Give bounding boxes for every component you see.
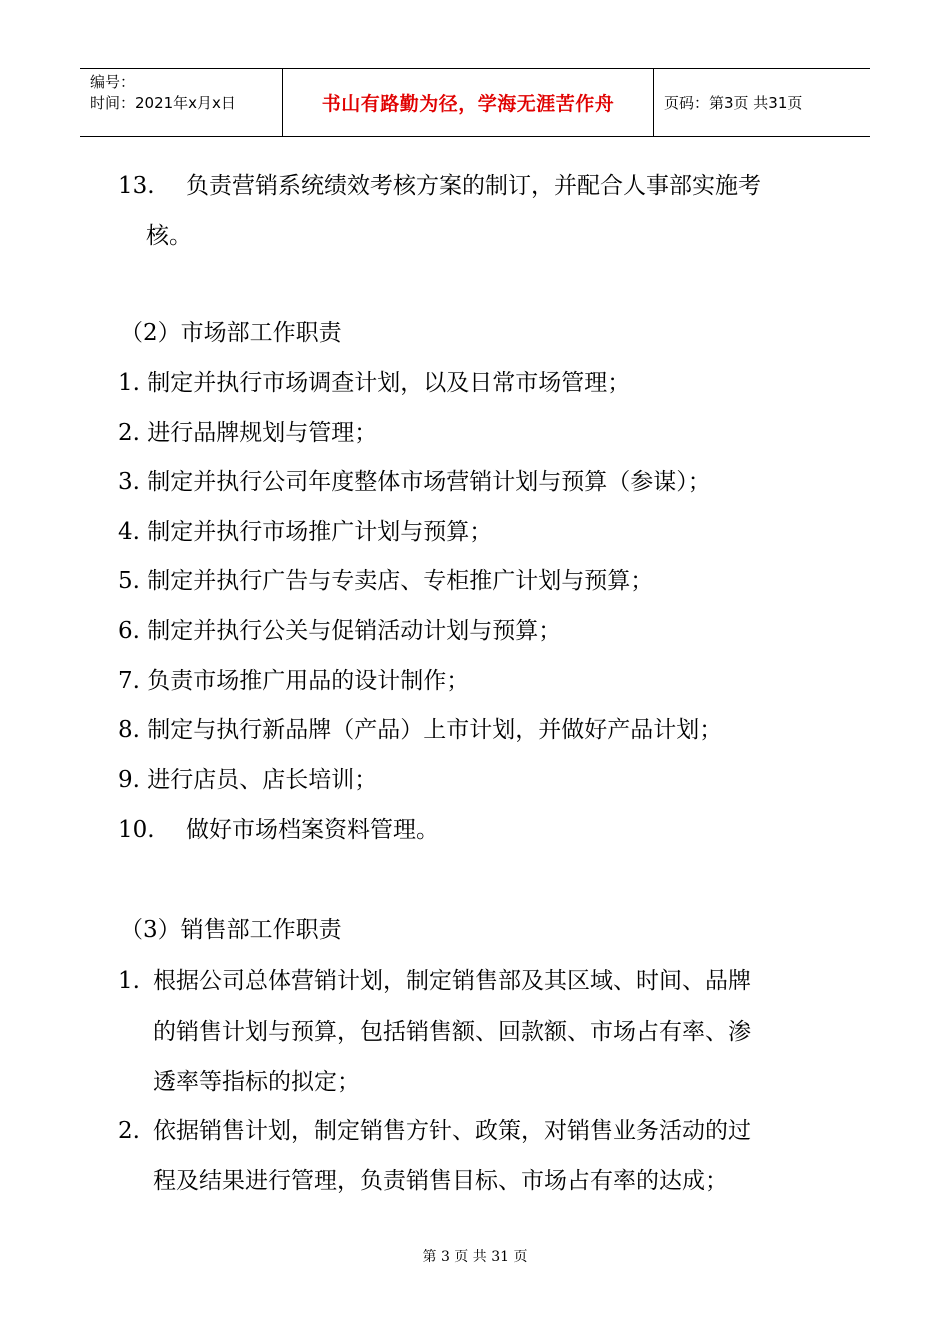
list-item-10 xyxy=(118,815,439,845)
section-heading: （3）销售部工作职责 xyxy=(120,917,342,943)
s3-item-1-line3: 透率等指标的拟定； xyxy=(153,1069,360,1095)
item-number: 1. xyxy=(118,968,140,994)
page-header xyxy=(80,68,870,137)
list-item: 3. 制定并执行公司年度整体市场营销计划与预算（参谋）； xyxy=(118,469,711,495)
list-item: 1. 制定并执行市场调查计划，以及日常市场管理； xyxy=(118,370,631,396)
item-text: 做好市场档案资料管理。 xyxy=(186,817,439,843)
header-meta xyxy=(80,69,282,136)
page-footer: 第 3 页 共 31 页 xyxy=(422,1249,528,1265)
number-label: 编号： xyxy=(90,73,136,91)
item-13-line2: 核。 xyxy=(146,223,192,249)
s3-item-2-line1 xyxy=(118,1116,751,1146)
motto: 书山有路勤为径，学海无涯苦作舟 xyxy=(321,93,615,115)
list-item: 5. 制定并执行广告与专卖店、专柜推广计划与预算； xyxy=(118,568,654,594)
item-number: 13. xyxy=(118,173,155,199)
list-item: 4. 制定并执行市场推广计划与预算； xyxy=(118,519,493,545)
item-number: 2. xyxy=(118,1118,140,1144)
page-info: 页码：第3页 共31页 xyxy=(664,94,803,112)
header-page-info xyxy=(654,69,870,136)
item-number: 10. xyxy=(118,817,155,843)
list-item: 9. 进行店员、店长培训； xyxy=(118,767,378,793)
section-heading: （2）市场部工作职责 xyxy=(120,320,342,346)
s3-item-2-line2: 程及结果进行管理，负责销售目标、市场占有率的达成； xyxy=(153,1168,728,1194)
item-text: 负责营销系统绩效考核方案的制订，并配合人事部实施考 xyxy=(186,173,761,199)
list-item: 7. 负责市场推广用品的设计制作； xyxy=(118,668,470,694)
list-item: 8. 制定与执行新品牌（产品）上市计划，并做好产品计划； xyxy=(118,717,723,743)
list-item: 6. 制定并执行公关与促销活动计划与预算； xyxy=(118,618,562,644)
item-text: 依据销售计划，制定销售方针、政策，对销售业务活动的过 xyxy=(153,1118,751,1144)
item-text: 根据公司总体营销计划，制定销售部及其区域、时间、品牌 xyxy=(153,968,751,994)
s3-item-1-line1 xyxy=(118,966,751,996)
header-motto-cell xyxy=(282,69,654,136)
date-label: 时间：2021年x月x日 xyxy=(90,94,236,112)
item-13-line1 xyxy=(118,171,761,201)
s3-item-1-line2: 的销售计划与预算，包括销售额、回款额、市场占有率、渗 xyxy=(153,1019,751,1045)
list-item: 2. 进行品牌规划与管理； xyxy=(118,420,378,446)
